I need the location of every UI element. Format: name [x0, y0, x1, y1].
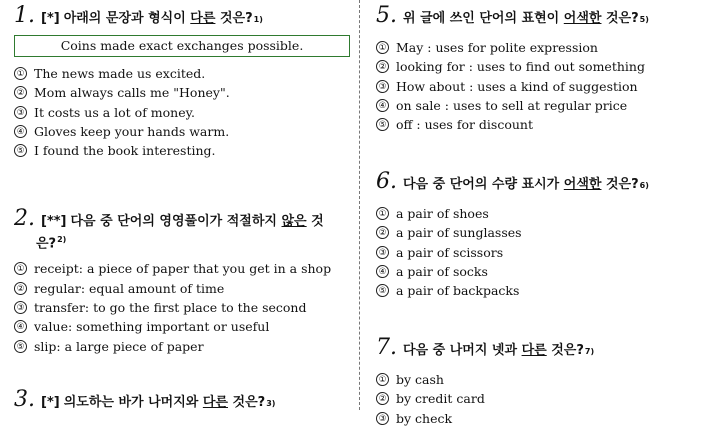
option-text: transfer: to go the first place to the second — [34, 300, 307, 316]
option-item[interactable] — [376, 204, 712, 223]
question-text-end: 것은? — [606, 177, 639, 192]
question-1-header — [14, 3, 350, 30]
question-number: 6. — [376, 169, 397, 194]
option-text: receipt: a piece of paper that you get in a shop — [34, 261, 332, 277]
option-marker: ① — [14, 262, 27, 275]
question-number: 5. — [376, 3, 397, 28]
option-marker: ② — [14, 86, 27, 99]
option-item[interactable] — [376, 223, 712, 242]
footnote-mark: 2) — [57, 235, 67, 244]
option-item[interactable] — [376, 389, 712, 408]
question-text-wrap: 은? — [36, 236, 57, 252]
question-number: 7. — [376, 335, 397, 360]
option-text: by credit card — [396, 391, 485, 407]
option-text: looking for : uses to find out something — [396, 59, 645, 75]
question-text-end: 것은? — [232, 395, 266, 410]
question-7 — [376, 335, 712, 428]
option-marker: ③ — [376, 412, 389, 425]
footnote-mark: 3) — [266, 399, 276, 408]
option-text: I found the book interesting. — [34, 143, 216, 159]
column-divider — [359, 0, 360, 410]
footnote-mark: 6) — [639, 181, 649, 190]
question-number: 1. — [14, 3, 35, 28]
question-text-end: 것은? — [551, 343, 584, 358]
question-text: 다음 중 단어의 수량 표시가 — [403, 177, 560, 192]
left-column — [14, 0, 350, 410]
question-text: 다음 중 나머지 넷과 — [403, 343, 518, 358]
question-7-options — [376, 370, 712, 428]
footnote-mark: 1) — [253, 15, 263, 24]
option-item[interactable] — [14, 317, 350, 336]
question-text-end: 것은? — [219, 11, 253, 26]
question-underlined: 어색한 — [563, 177, 602, 192]
option-item[interactable] — [376, 38, 712, 57]
option-item[interactable] — [14, 259, 350, 278]
option-item[interactable] — [14, 279, 350, 298]
option-marker: ① — [14, 67, 27, 80]
option-text: a pair of shoes — [396, 206, 489, 222]
option-text: on sale : uses to sell at regular price — [396, 98, 628, 114]
option-text: a pair of socks — [396, 264, 488, 280]
option-item[interactable] — [14, 337, 350, 356]
option-marker: ① — [376, 207, 389, 220]
option-text: a pair of backpacks — [396, 283, 520, 299]
question-6-header — [376, 169, 712, 196]
right-column — [376, 0, 712, 426]
question-level: [**] — [41, 214, 67, 229]
question-underlined: 다른 — [190, 11, 216, 26]
option-item[interactable] — [14, 141, 350, 160]
option-text: off : uses for discount — [396, 117, 533, 133]
question-level: [*] — [41, 395, 60, 410]
question-2-options — [14, 259, 350, 355]
option-text: a pair of scissors — [396, 244, 504, 260]
option-item[interactable] — [376, 96, 712, 115]
option-text: value: something important or useful — [34, 319, 270, 335]
question-5-options — [376, 38, 712, 134]
footnote-mark: 7) — [584, 347, 595, 356]
option-marker: ③ — [14, 301, 27, 314]
option-text: Mom always calls me "Honey". — [34, 85, 230, 101]
option-marker: ③ — [376, 80, 389, 93]
option-text: How about : uses a kind of suggestion — [396, 78, 638, 94]
option-marker: ① — [376, 373, 389, 386]
option-text: The news made us excited. — [34, 66, 206, 82]
option-marker: ⑤ — [376, 118, 389, 131]
option-item[interactable] — [376, 77, 712, 96]
option-marker: ④ — [376, 99, 389, 112]
example-sentence-box: Coins made exact exchanges possible. — [14, 35, 350, 57]
option-item[interactable] — [376, 243, 712, 262]
option-item[interactable] — [14, 122, 350, 141]
option-marker: ④ — [14, 320, 27, 333]
question-7-header — [376, 335, 712, 362]
option-text: Gloves keep your hands warm. — [34, 124, 230, 140]
question-underlined: 다른 — [521, 343, 547, 358]
question-underlined: 다른 — [202, 395, 228, 410]
question-text: 의도하는 바가 나머지와 — [63, 395, 199, 410]
option-marker: ② — [376, 60, 389, 73]
option-marker: ⑤ — [14, 340, 27, 353]
question-text: 다음 중 단어의 영영풀이가 적절하지 — [70, 214, 277, 229]
option-text: May : uses for polite expression — [396, 40, 598, 56]
question-1 — [14, 3, 350, 160]
option-marker: ① — [376, 41, 389, 54]
question-6-options — [376, 204, 712, 300]
option-item[interactable] — [376, 115, 712, 134]
option-text: a pair of sunglasses — [396, 225, 522, 241]
option-text: regular: equal amount of time — [34, 280, 225, 296]
question-5 — [376, 3, 712, 134]
question-1-options — [14, 64, 350, 160]
option-marker: ④ — [14, 125, 27, 138]
option-marker: ⑤ — [14, 144, 27, 157]
question-number: 3. — [14, 387, 35, 412]
option-text: by cash — [396, 372, 444, 388]
option-item[interactable] — [376, 370, 712, 389]
question-2 — [14, 206, 350, 356]
option-item[interactable] — [14, 64, 350, 83]
option-marker: ② — [14, 282, 27, 295]
question-level: [*] — [41, 11, 60, 26]
question-text: 위 글에 쓰인 단어의 표현이 — [403, 11, 560, 26]
question-3 — [14, 387, 350, 414]
question-number: 2. — [14, 206, 35, 231]
question-text: 아래의 문장과 형식이 — [63, 11, 186, 26]
question-text-end: 것 — [311, 214, 324, 229]
option-marker: ② — [376, 226, 389, 239]
option-marker: ③ — [14, 106, 27, 119]
option-item[interactable] — [14, 298, 350, 317]
option-text: It costs us a lot of money. — [34, 104, 195, 120]
option-text: slip: a large piece of paper — [34, 338, 204, 354]
option-marker: ③ — [376, 246, 389, 259]
option-item[interactable] — [376, 262, 712, 281]
option-item[interactable] — [376, 57, 712, 76]
option-item[interactable] — [14, 103, 350, 122]
option-item[interactable] — [376, 409, 712, 428]
question-5-header — [376, 3, 712, 30]
question-underlined: 않은 — [281, 214, 307, 229]
question-2-header — [14, 206, 350, 253]
footnote-mark: 5) — [639, 15, 649, 24]
question-text-end: 것은? — [606, 11, 639, 26]
question-6 — [376, 169, 712, 300]
option-marker: ② — [376, 392, 389, 405]
option-item[interactable] — [376, 281, 712, 300]
question-3-header — [14, 387, 350, 414]
option-item[interactable] — [14, 83, 350, 102]
question-underlined: 어색한 — [563, 11, 602, 26]
option-marker: ④ — [376, 265, 389, 278]
option-text: by check — [396, 410, 453, 426]
option-marker: ⑤ — [376, 284, 389, 297]
